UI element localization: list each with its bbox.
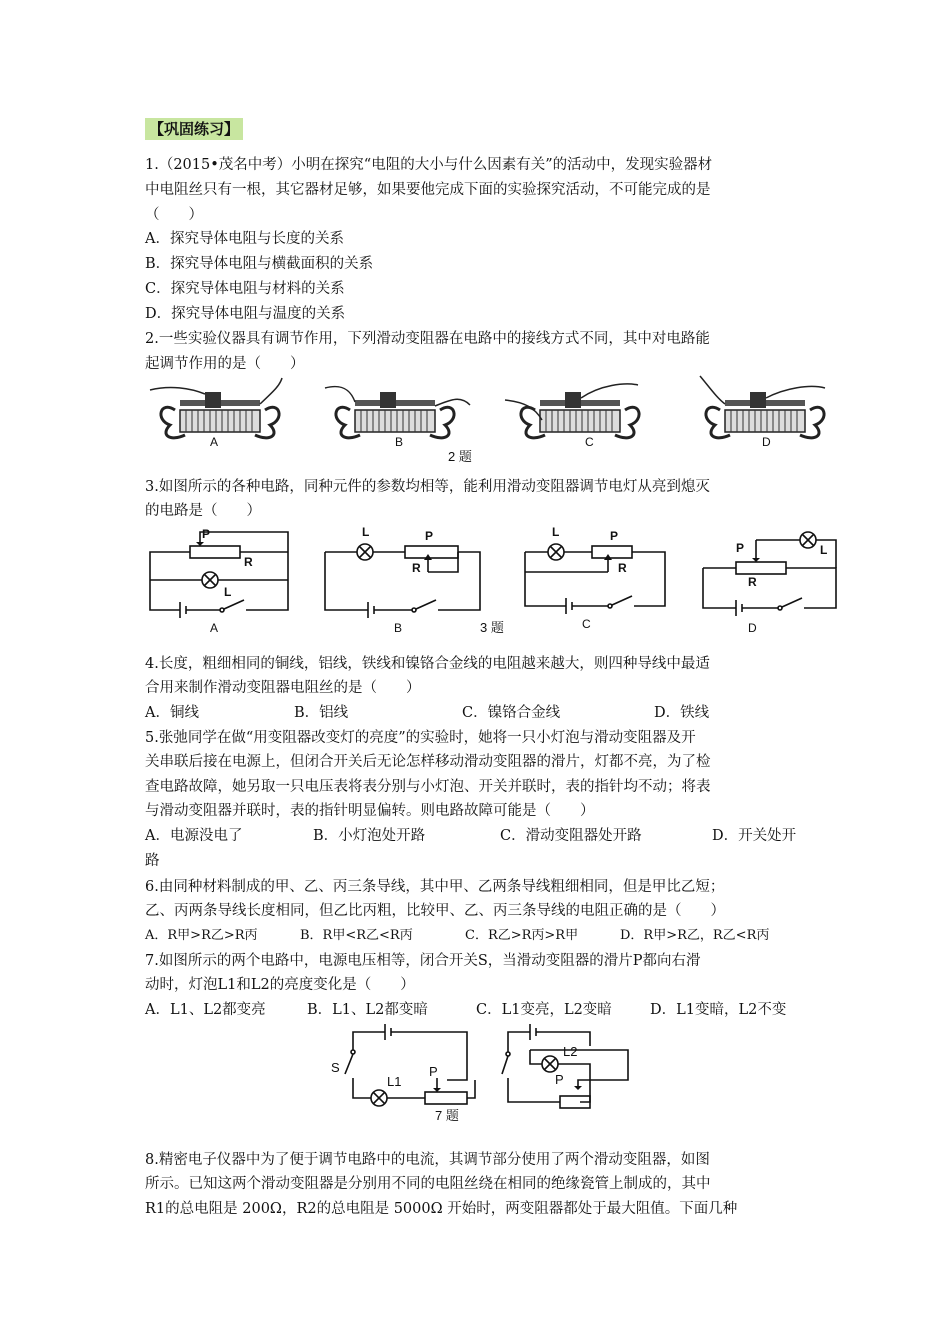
- q3b-p: P: [425, 529, 434, 543]
- q7-caption: 7 题: [435, 1108, 459, 1123]
- circuit-b: [325, 544, 480, 618]
- q5-line-4: 与滑动变阻器并联时，表的指针明显偏转。则电路故障可能是（ ）: [145, 803, 595, 819]
- q7-circuit-left: [345, 1024, 475, 1106]
- q1-option-c: C．探究导体电阻与材料的关系: [145, 281, 345, 297]
- q5-line-1: 5.张弛同学在做“用变阻器改变灯的亮度”的实验时，她将一只小灯泡与滑动变阻器及开: [145, 730, 696, 746]
- q8-line-3: R1的总电阻是 200Ω，R2的总电阻是 5000Ω 开始时，两变阻器都处于最大阻值。下面几种: [145, 1201, 738, 1217]
- section-title: 【巩固练习】: [145, 118, 243, 140]
- q7-circuit-right: [502, 1024, 628, 1108]
- q3-label-b: B: [394, 621, 403, 635]
- q6-option-a: A．R甲>R乙>R丙: [145, 928, 258, 943]
- q3d-r: R: [748, 575, 757, 589]
- q6-option-b: B．R甲<R乙<R丙: [300, 928, 413, 943]
- q3a-l: L: [224, 585, 232, 599]
- q3-circuit-figures: [140, 520, 845, 640]
- q4-option-b: B．铝线: [294, 705, 349, 721]
- q2-line-1: 2.一些实验仪器具有调节作用，下列滑动变阻器在电路中的接线方式不同，其中对电路能: [145, 331, 710, 347]
- q4-line-2: 合用来制作滑动变阻器电阻丝的是（ ）: [145, 680, 421, 696]
- q3c-l: L: [552, 525, 560, 539]
- q8-line-1: 8.精密电子仪器中为了便于调节电路中的电流，其调节部分使用了两个滑动变阻器，如图: [145, 1152, 710, 1168]
- q3b-l: L: [362, 525, 370, 539]
- q7-option-c: C．L1变亮，L2变暗: [476, 1002, 612, 1018]
- q3c-p: P: [610, 529, 619, 543]
- q7-label-s: S: [331, 1060, 340, 1075]
- rheostat-b: [325, 387, 470, 438]
- q3c-r: R: [618, 561, 627, 575]
- q3-label-c: C: [582, 617, 591, 631]
- q5-option-d: D．开关处开: [712, 828, 797, 844]
- q5-option-c: C．滑动变阻器处开路: [500, 828, 642, 844]
- q4-line-1: 4.长度，粗细相同的铜线，铝线，铁线和镍铬合金线的电阻越来越大，则四种导线中最适: [145, 656, 710, 672]
- q2-line-2: 起调节作用的是（ ）: [145, 356, 305, 372]
- q5-option-a: A．电源没电了: [145, 828, 243, 844]
- q8-line-2: 所示。已知这两个滑动变阻器是分别用不同的电阻丝绕在相同的绝缘瓷管上制成的，其中: [145, 1176, 711, 1192]
- q3a-r: R: [244, 555, 253, 569]
- rheostat-a: [150, 378, 282, 438]
- circuit-a: [150, 532, 288, 618]
- q6-line-1: 6.由同种材料制成的甲、乙、丙三条导线，其中甲、乙两条导线粗细相同，但是甲比乙短；: [145, 879, 725, 895]
- q2-label-d: D: [762, 435, 771, 449]
- q3-label-a: A: [210, 621, 219, 635]
- q7-option-b: B．L1、L2都变暗: [307, 1002, 428, 1018]
- q6-line-2: 乙、丙两条导线长度相同，但乙比丙粗，比较甲、乙、丙三条导线的电阻正确的是（ ）: [145, 903, 725, 919]
- q5-option-b: B．小灯泡处开路: [313, 828, 426, 844]
- q3d-p: P: [736, 541, 745, 555]
- rheostat-d: [700, 376, 825, 438]
- q2-caption: 2 题: [448, 449, 472, 464]
- q7-option-a: A．L1、L2都变亮: [145, 1002, 266, 1018]
- q2-rheostat-figures: [140, 372, 840, 467]
- q3a-p: P: [202, 527, 211, 541]
- q5-option-d-cont: 路: [145, 853, 160, 869]
- q1-line-3: （ ）: [145, 207, 203, 223]
- q3-line-2: 的电路是（ ）: [145, 503, 261, 519]
- q7-line-1: 7.如图所示的两个电路中，电源电压相等，闭合开关S，当滑动变阻器的滑片P都向右滑: [145, 953, 701, 969]
- q1-line-1: 1.（2015•茂名中考）小明在探究“电阻的大小与什么因素有关”的活动中，发现实验器材: [145, 157, 713, 173]
- q1-option-b: B．探究导体电阻与横截面积的关系: [145, 256, 374, 272]
- circuit-d: [703, 532, 836, 616]
- q7-option-d: D．L1变暗，L2不变: [650, 1002, 787, 1018]
- q4-option-d: D．铁线: [654, 705, 710, 721]
- q2-label-b: B: [395, 435, 404, 449]
- circuit-c: [525, 544, 665, 614]
- q2-label-c: C: [585, 435, 594, 449]
- q3b-r: R: [412, 561, 421, 575]
- q3-line-1: 3.如图所示的各种电路，同种元件的参数均相等，能利用滑动变阻器调节电灯从亮到熄灭: [145, 479, 710, 495]
- q3-label-d: D: [748, 621, 757, 635]
- q7-label-p-left: P: [429, 1064, 438, 1079]
- q5-line-3: 查电路故障，她另取一只电压表将表分别与小灯泡、开关并联时，表的指针均不动；将表: [145, 779, 711, 795]
- q7-label-l1: L1: [387, 1074, 402, 1089]
- q2-label-a: A: [210, 435, 219, 449]
- q6-option-c: C．R乙>R丙>R甲: [465, 928, 579, 943]
- q7-circuit-figures: [325, 1020, 645, 1130]
- q3-caption: 3 题: [480, 620, 504, 635]
- q1-option-a: A．探究导体电阻与长度的关系: [145, 231, 344, 247]
- q1-line-2: 中电阻丝只有一根，其它器材足够，如果要他完成下面的实验探究活动，不可能完成的是: [145, 182, 711, 198]
- q5-line-2: 关串联后接在电源上，但闭合开关后无论怎样移动滑动变阻器的滑片，灯都不亮，为了检: [145, 754, 711, 770]
- q1-option-d: D．探究导体电阻与温度的关系: [145, 306, 346, 322]
- q3d-l: L: [820, 543, 828, 557]
- q7-label-l2: L2: [563, 1044, 578, 1059]
- q6-option-d: D．R甲>R乙，R乙<R丙: [620, 928, 770, 943]
- q7-line-2: 动时，灯泡L1和L2的亮度变化是（ ）: [145, 977, 415, 993]
- q4-option-a: A．铜线: [145, 705, 199, 721]
- q7-label-p-right: P: [555, 1072, 564, 1087]
- rheostat-c: [505, 384, 639, 438]
- q4-option-c: C．镍铬合金线: [462, 705, 561, 721]
